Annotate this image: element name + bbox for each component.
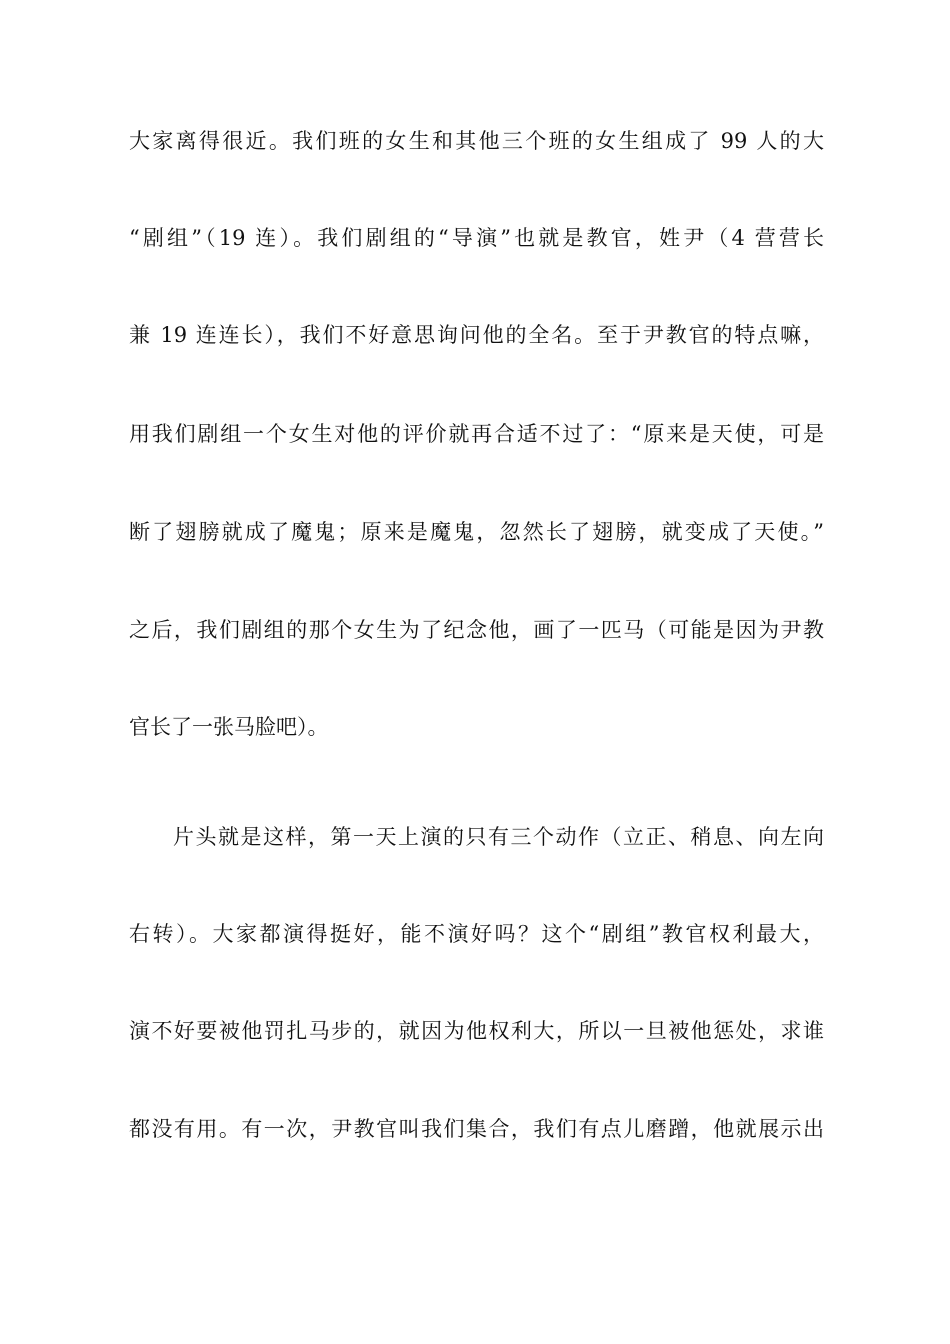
text-line: 片头就是这样，第一天上演的只有三个动作（立正、稍息、向左向 [173,825,824,849]
text-line: 兼 19 连连长），我们不好意思询问他的全名。至于尹教官的特点嘛， [129,323,824,347]
text-line: 都没有用。有一次，尹教官叫我们集合，我们有点儿磨蹭，他就展示出 [129,1117,824,1141]
text-line: 右转）。大家都演得挺好，能不演好吗？这个“剧组”教官权利最大， [129,922,824,946]
text-line: 演不好要被他罚扎马步的，就因为他权利大，所以一旦被他惩处，求谁 [129,1019,824,1043]
text-line: 大家离得很近。我们班的女生和其他三个班的女生组成了 99 人的大 [129,129,824,153]
text-line: “剧组”（19 连）。我们剧组的“导演”也就是教官，姓尹（4 营营长 [129,226,824,250]
text-line: 用我们剧组一个女生对他的评价就再合适不过了：“原来是天使，可是 [129,422,824,446]
text-line: 断了翅膀就成了魔鬼；原来是魔鬼，忽然长了翅膀，就变成了天使。” [129,520,824,544]
text-line: 官长了一张马脸吧）。 [129,715,329,739]
text-line: 之后，我们剧组的那个女生为了纪念他，画了一匹马（可能是因为尹教 [129,618,824,642]
